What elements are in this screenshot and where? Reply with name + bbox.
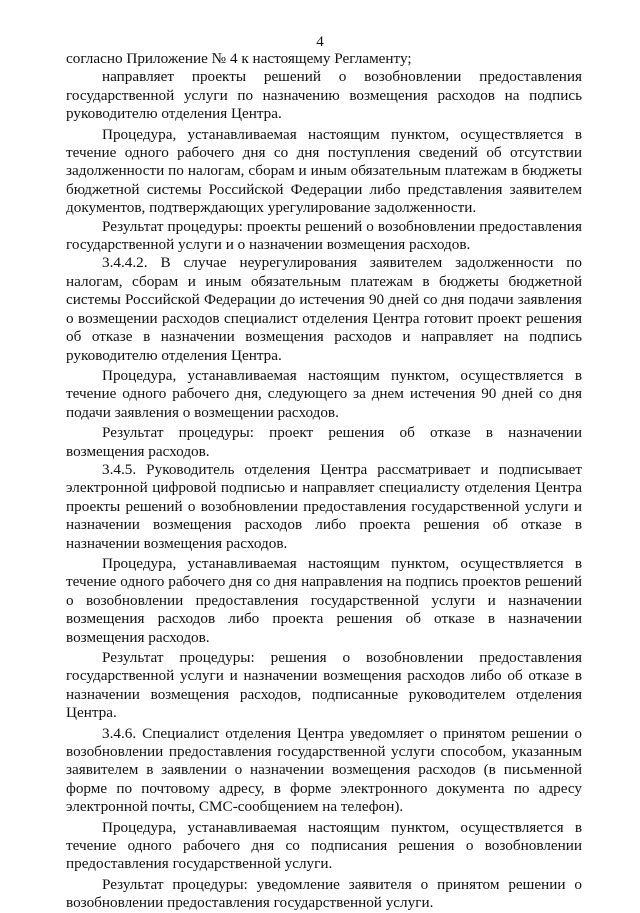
paragraph: 3.4.4.2. В случае неурегулирования заявителем задолженности по налогам, сборам и иным обязательным платежам в бюджеты бюджетной системы Российской Федерации до истечения 90 дней со дня подачи заявления о возмещении расходов специалист отделения Центра готовит проект решения об отказе в назначении возмещения расходов и направляет на подпись руководителю отделения Центра. <box>66 254 582 364</box>
document-body <box>66 50 582 913</box>
paragraph: Результат процедуры: проект решения об отказе в назначении возмещения расходов. <box>66 424 582 460</box>
paragraph: направляет проекты решений о возобновлении предоставления государственной услуги по назначению возмещения расходов на подпись руководителю отделения Центра. <box>66 68 582 123</box>
paragraph: согласно Приложение № 4 к настоящему Регламенту; <box>66 50 412 67</box>
paragraph: 3.4.6. Специалист отделения Центра уведомляет о принятом решении о возобновлении предоставления государственной услуги способом, указанным заявителем в заявлении о назначении возмещения расходов (в письменной форме по почтовому адресу, в форме электронного документа по адресу электронной почты, СМС-сообщением на телефон). <box>66 724 582 816</box>
page-number: 4 <box>316 34 324 50</box>
paragraph: Процедура, устанавливаемая настоящим пунктом, осуществляется в течение одного рабочего дня со дня поступления сведений об отсутствии задолженности по налогам, сборам и иным обязательным платежам в бюджеты бюджетной системы Российской Федерации либо представления заявителем документов, подтверждающих урегулирование задолженности. <box>66 125 582 217</box>
paragraph: Процедура, устанавливаемая настоящим пунктом, осуществляется в течение одного рабочего дня со дня направления на подпись проектов решений о возобновлении предоставления государственной услуги и назначении возмещения расходов либо проекта решения об отказе в назначении возмещения расходов. <box>66 554 582 646</box>
paragraph: Процедура, устанавливаемая настоящим пунктом, осуществляется в течение одного рабочего дня, следующего за днем истечения 90 дней со дня подачи заявления о возмещении расходов. <box>66 366 582 421</box>
paragraph: Результат процедуры: проекты решений о возобновлении предоставления государственной услуги и о назначении возмещения расходов. <box>66 217 582 254</box>
paragraph: Результат процедуры: уведомление заявителя о принятом решении о возобновлении предоставления государственной услуги. <box>66 875 582 912</box>
paragraph: 3.4.5. Руководитель отделения Центра рассматривает и подписывает электронной цифровой подписью и направляет специалисту отделения Центра проекты решений о возобновлении предоставления государственной услуги и назначении возмещения расходов либо проекта решения об отказе в назначении возмещения расходов. <box>66 460 582 552</box>
paragraph: Результат процедуры: решения о возобновлении предоставления государственной услуги и назначении возмещения расходов либо об отказе в назначении возмещения расходов, подписанные руководителем отделения Центра. <box>66 649 582 722</box>
paragraph: Процедура, устанавливаемая настоящим пунктом, осуществляется в течение одного рабочего дня со подписания решения о возобновлении предоставления государственной услуги. <box>66 818 582 873</box>
